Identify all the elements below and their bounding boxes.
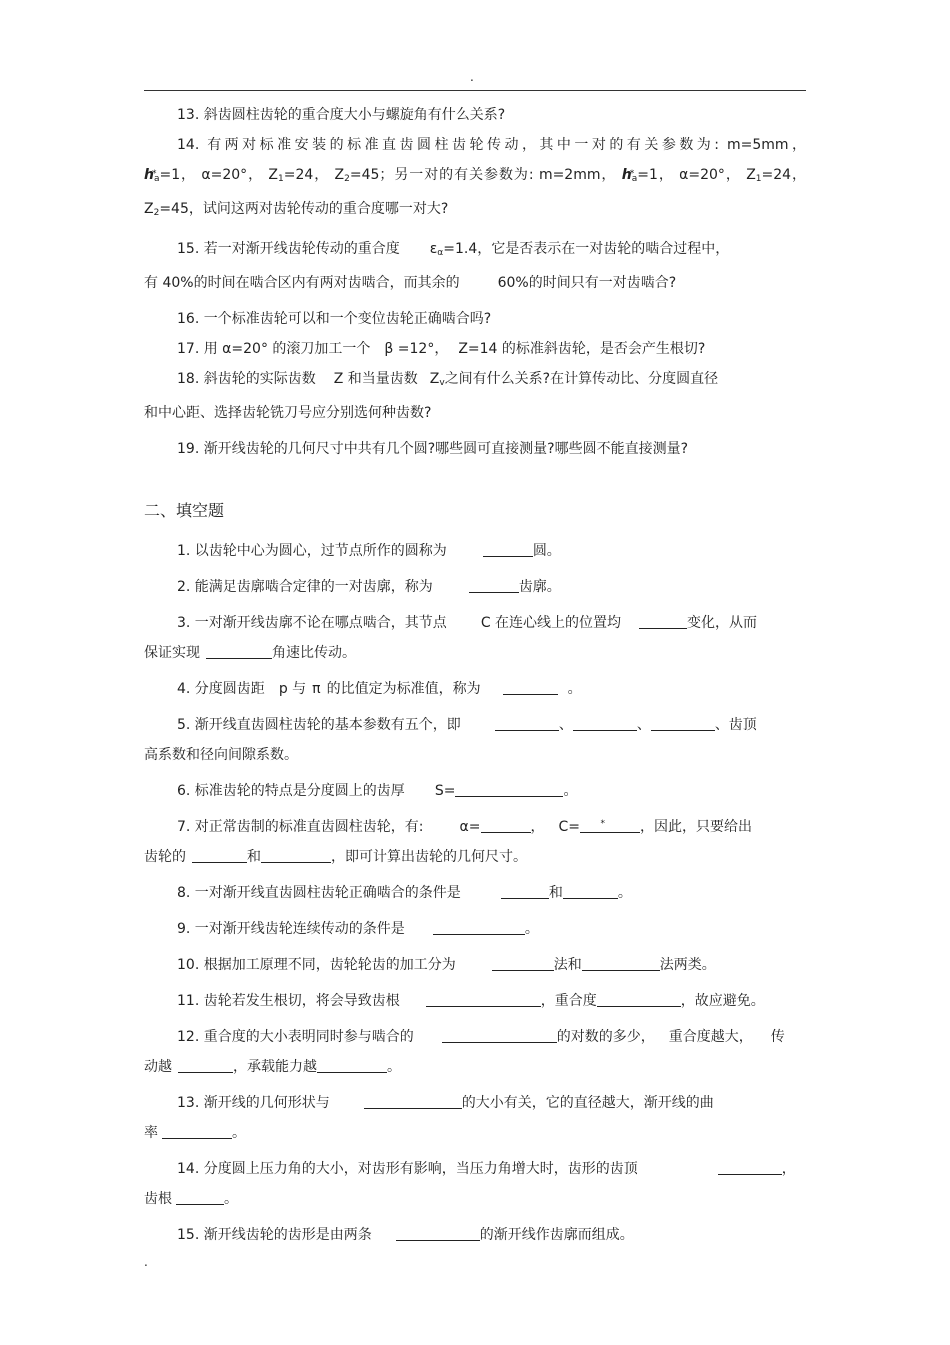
- sub-v: v: [439, 378, 445, 388]
- blank: [718, 1160, 782, 1175]
- f13-text-a: 13. 渐开线的几何形状与: [177, 1095, 330, 1111]
- q14-m-param: m=5mm，: [726, 137, 806, 153]
- fill-10: [144, 950, 806, 980]
- f7-comma: ，: [530, 819, 545, 835]
- fill-5-line1: [144, 710, 806, 740]
- fill-11: [144, 986, 806, 1016]
- blank: [639, 614, 687, 629]
- f10-tail: 法两类。: [659, 957, 716, 973]
- f12-text-f: ，承载能力越: [233, 1059, 317, 1075]
- fill-12-line1: [144, 1022, 806, 1052]
- question-14-line2: [144, 160, 806, 194]
- fill-1: [144, 536, 806, 566]
- f8-and: 和: [548, 885, 563, 901]
- f13-text-b: 的大小有关，它的直径越大，渐开线的曲: [461, 1095, 714, 1111]
- blank: [481, 818, 531, 833]
- blank: [364, 1094, 462, 1109]
- h-star-symbol-2: h *: [622, 167, 632, 183]
- footer-mark: .: [144, 1255, 148, 1269]
- sub-a-2: a: [631, 174, 638, 184]
- fill-15: [144, 1220, 806, 1250]
- f6-tail: 。: [563, 783, 578, 799]
- blank: [442, 1028, 557, 1043]
- f15-tail: 的渐开线作齿廓而组成。: [479, 1227, 634, 1243]
- blank: [176, 1190, 224, 1205]
- fill-13-line2: [144, 1118, 806, 1148]
- q15-text-e: 60%的时间只有一对齿啮合?: [497, 275, 677, 291]
- f14-text-b: ，: [781, 1161, 796, 1177]
- f4-text-d: 的比值定为标准值，称为: [326, 681, 481, 697]
- f3-text-c: 变化，从而: [687, 615, 758, 631]
- q14-params-4: m=2mm，: [538, 167, 617, 183]
- q15-text-d: 有 40%的时间在啮合区内有两对齿啮合，而其余的: [144, 275, 460, 291]
- blank: [455, 782, 563, 797]
- q14-params-5: =1， α=20°， Z: [637, 167, 756, 183]
- fill-3-line1: [144, 608, 806, 638]
- c-star-symbol: C *: [559, 819, 569, 835]
- f12-text-a: 12. 重合度的大小表明同时参与啮合的: [177, 1029, 414, 1045]
- question-14-line3: [144, 194, 806, 228]
- header-rule: [144, 90, 806, 91]
- sub-2b: 2: [153, 208, 160, 218]
- question-15-line2: [144, 268, 806, 298]
- q14-params-6: =24，: [761, 167, 806, 183]
- z-symbol: Z: [144, 201, 154, 217]
- fill-4: [144, 674, 806, 704]
- f14-text-a: 14. 分度圆上压力角的大小，对齿形有影响，当压力角增大时，齿形的齿顶: [177, 1161, 638, 1177]
- fill-6: [144, 776, 806, 806]
- blank: [492, 956, 554, 971]
- question-18-line2: 和中心距、选择齿轮铣刀号应分别选何种齿数?: [144, 405, 432, 421]
- f4-text-a: 4. 分度圆齿距: [177, 681, 265, 697]
- fill-5-line2: 高系数和径向间隙系数。: [144, 747, 298, 763]
- q18-text-b: Z 和当量齿数: [333, 371, 418, 387]
- blank: [469, 578, 519, 593]
- blank: [178, 1058, 233, 1073]
- question-19: 19. 渐开线齿轮的几何尺寸中共有几个圆?哪些圆可直接测量?哪些圆不能直接测量?: [177, 441, 689, 457]
- blank: [563, 884, 618, 899]
- f7-text-a: 7. 对正常齿制的标准直齿圆柱齿轮，有:: [177, 819, 424, 835]
- blank: [573, 716, 637, 731]
- f10-text-a: 10. 根据加工原理不同，齿轮轮齿的加工分为: [177, 957, 456, 973]
- document-page: [144, 100, 806, 1250]
- f14-tail: 。: [224, 1191, 238, 1207]
- z-symbol-2: Z: [429, 371, 440, 387]
- f2-text: 2. 能满足齿廓啮合定律的一对齿廓，称为: [177, 579, 433, 595]
- f7-eq: =: [568, 819, 581, 835]
- fill-9: [144, 914, 806, 944]
- blank: [426, 992, 541, 1007]
- f5-sep: 、: [558, 717, 573, 733]
- fill-7-line2: [144, 842, 806, 872]
- blank: [162, 1124, 232, 1139]
- fill-14-line1: [144, 1154, 806, 1184]
- q14-params-2: =24， Z: [283, 167, 345, 183]
- f6-text-b: S=: [434, 783, 456, 799]
- fill-7-line1: [144, 812, 806, 842]
- blank: [501, 884, 549, 899]
- sub-a: a: [153, 174, 160, 184]
- q17-text-c: Z=14 的标准斜齿轮，是否会产生根切?: [458, 341, 706, 357]
- q18-text-a: 18. 斜齿轮的实际齿数: [177, 371, 316, 387]
- q14-params-3: =45；另一对的有关参数为:: [349, 167, 534, 183]
- h-star-symbol: h *: [144, 167, 154, 183]
- sub-1: 1: [278, 174, 284, 184]
- f5-sep: 、: [636, 717, 651, 733]
- question-13: 13. 斜齿圆柱齿轮的重合度大小与螺旋角有什么关系?: [177, 107, 506, 123]
- f2-tail: 齿廓。: [518, 579, 561, 595]
- epsilon-symbol: ε: [429, 241, 438, 257]
- f10-text-b: 法和: [553, 957, 582, 973]
- f9-tail: 。: [524, 921, 539, 937]
- f7-text-f: ，因此，只要给出: [640, 819, 753, 835]
- f12-tail: 。: [387, 1059, 401, 1075]
- f3-text-d: 保证实现: [144, 645, 200, 661]
- header-mark: .: [470, 70, 474, 84]
- q14-params-1: =1， α=20°， Z: [159, 167, 279, 183]
- fill-14-line2: [144, 1184, 806, 1214]
- fill-2: [144, 572, 806, 602]
- f7-text-i: ，即可计算出齿轮的几何尺寸。: [331, 849, 527, 865]
- q15-text-c: =1.4，它是否表示在一对齿轮的啮合过程中，: [443, 241, 730, 257]
- f11-tail: ，故应避免。: [680, 993, 765, 1009]
- blank: [396, 1226, 480, 1241]
- f5-text-a: 5. 渐开线直齿圆柱齿轮的基本参数有五个，即: [177, 717, 461, 733]
- q15-text-a: 15. 若一对渐开线齿轮传动的重合度: [177, 241, 400, 257]
- fill-3-line2: [144, 638, 806, 668]
- blank: [433, 920, 525, 935]
- sub-2: 2: [344, 174, 350, 184]
- blank: [503, 680, 558, 695]
- question-17: [144, 334, 806, 364]
- q14-text: 14. 有两对标准安装的标准直齿圆柱齿轮传动，其中一对的有关参数为:: [177, 137, 720, 153]
- question-16: 16. 一个标准齿轮可以和一个变位齿轮正确啮合吗?: [177, 311, 492, 327]
- blank: [597, 992, 681, 1007]
- fill-12-line2: [144, 1052, 806, 1082]
- f3-text-b: C 在连心线上的位置均: [480, 615, 622, 631]
- sub-1-2: 1: [755, 174, 762, 184]
- blank: [495, 716, 559, 731]
- question-15-line1: [144, 234, 806, 268]
- f7-alpha: α=: [459, 819, 481, 835]
- f15-text-a: 15. 渐开线齿轮的齿形是由两条: [177, 1227, 372, 1243]
- f8-tail: 。: [617, 885, 632, 901]
- f14-text-c: 齿根: [144, 1191, 172, 1207]
- f12-text-b: 的对数的多少，: [556, 1029, 655, 1045]
- fill-8: [144, 878, 806, 908]
- blank: [317, 1058, 387, 1073]
- f4-tail: 。: [567, 681, 582, 697]
- f11-text-b: ，重合度: [540, 993, 597, 1009]
- q17-text-a: 17. 用 α=20° 的滚刀加工一个: [177, 341, 371, 357]
- f1-text: 1. 以齿轮中心为圆心，过节点所作的圆称为: [177, 543, 447, 559]
- f4-text-b: p 与: [278, 681, 307, 697]
- blank: [651, 716, 715, 731]
- question-14-line1: [144, 130, 806, 160]
- fill-13-line1: [144, 1088, 806, 1118]
- f7-and: 和: [247, 849, 261, 865]
- f13-text-c: 率: [144, 1125, 158, 1141]
- f8-text-a: 8. 一对渐开线直齿圆柱齿轮正确啮合的条件是: [177, 885, 461, 901]
- f1-tail: 圆。: [532, 543, 561, 559]
- f12-text-e: 动越: [144, 1059, 172, 1075]
- q14-question: =45，试问这两对齿轮传动的重合度哪一对大?: [159, 201, 449, 217]
- blank: [192, 848, 247, 863]
- blank: [261, 848, 331, 863]
- f3-text-a: 3. 一对渐开线齿廓不论在哪点啮合，其节点: [177, 615, 447, 631]
- f7-text-g: 齿轮的: [144, 849, 186, 865]
- f3-text-e: 角速比传动。: [272, 645, 356, 661]
- f12-text-d: 传: [770, 1029, 785, 1045]
- f5-sep-tail: 、齿顶: [714, 717, 757, 733]
- blank: [582, 956, 660, 971]
- f11-text-a: 11. 齿轮若发生根切，将会导致齿根: [177, 993, 400, 1009]
- q18-text-d: 之间有什么关系?在计算传动比、分度圆直径: [444, 371, 719, 387]
- f9-text-a: 9. 一对渐开线齿轮连续传动的条件是: [177, 921, 405, 937]
- pi-symbol: π: [312, 681, 321, 697]
- f13-tail: 。: [232, 1125, 246, 1141]
- q17-text-b: β =12°，: [384, 341, 449, 357]
- blank: [483, 542, 533, 557]
- section-title-fill-blank: 二、填空题: [144, 501, 225, 520]
- question-18-line1: [144, 364, 806, 398]
- f12-text-c: 重合度越大，: [668, 1029, 753, 1045]
- sub-alpha: α: [437, 248, 444, 258]
- f6-text-a: 6. 标准齿轮的特点是分度圆上的齿厚: [177, 783, 405, 799]
- blank: [206, 644, 272, 659]
